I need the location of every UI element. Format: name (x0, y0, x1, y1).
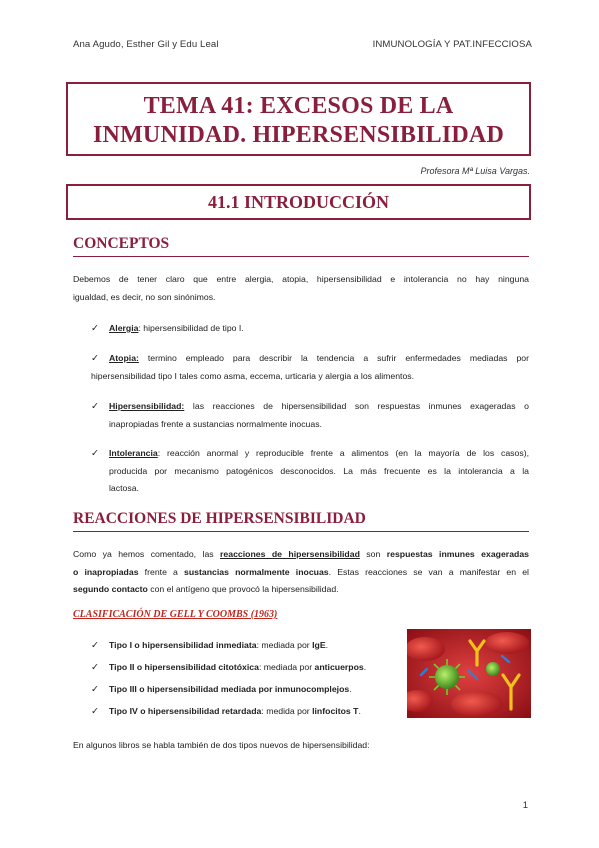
section-title: 41.1 INTRODUCCIÓN (207, 192, 389, 212)
text: . (325, 640, 329, 650)
conceptos-heading: CONCEPTOS (73, 235, 170, 252)
sep: : (138, 323, 141, 333)
professor: Profesora Mª Luisa Vargas. (420, 166, 530, 176)
definition-line-1: reacción anormal y reproducible frente a alimentos (en la mayoría de los casos), (160, 448, 529, 458)
tipo-item (91, 684, 352, 694)
reacciones-heading: REACCIONES DE HIPERSENSIBILIDAD (73, 510, 366, 527)
definition: hipersensibilidad de tipo I. (140, 323, 244, 333)
text: : mediada por (256, 640, 313, 650)
intro-line-2: igualdad, es decir, no son sinónimos. (73, 291, 216, 302)
term: Atopia: (109, 353, 139, 363)
term: Hipersensibilidad: (109, 401, 185, 411)
mediator: linfocitos T (312, 706, 359, 716)
check-icon: ✓ (91, 353, 99, 364)
check-icon: ✓ (91, 640, 99, 651)
check-icon: ✓ (91, 706, 99, 717)
definition-line-1: termino empleado para describir la tendencia a sufrir enfermedades mediadas por (138, 353, 529, 363)
intro-line-1: Debemos de tener claro que entre alergia, atopia, hipersensibilidad e intolerancia no hay ninguna (73, 274, 529, 284)
text: : mediada por (258, 662, 315, 672)
text: . (363, 662, 367, 672)
title-box (66, 82, 531, 156)
emphasis: reacciones de hipersensibilidad (220, 549, 360, 559)
conceptos-intro (73, 271, 529, 306)
concept-atopia (91, 350, 529, 385)
emphasis: sustancias normalmente inocuas (184, 566, 329, 577)
text: . Estas reacciones se van a manifestar en el (328, 566, 529, 577)
definition-line-1: las reacciones de hipersensibilidad son respuestas inmunes exageradas o (184, 401, 529, 411)
check-icon: ✓ (91, 684, 99, 695)
header-subject: INMUNOLOGÍA Y PAT.INFECCIOSA (372, 39, 532, 50)
reacciones-rule (73, 531, 529, 532)
definition-line-2: inapropiadas frente a sustancias normalmente inocuas. (109, 418, 322, 429)
concept-alergia (91, 320, 529, 338)
term: Alergia (109, 323, 139, 333)
mediator: IgE (312, 640, 326, 650)
text: . (358, 706, 361, 716)
text: Como ya hemos comentado, las (73, 549, 221, 559)
tipo-name: Tipo III o hipersensibilidad mediada por inmunocomplejos (109, 684, 350, 694)
check-icon: ✓ (91, 323, 99, 334)
clasificacion-heading: CLASIFICACIÓN DE GELL Y COOMBS (1963) (73, 609, 278, 620)
tipo-name: Tipo II o hipersensibilidad citotóxica (109, 662, 259, 672)
tipo-name: Tipo I o hipersensibilidad inmediata (109, 640, 257, 650)
page-number: 1 (522, 800, 528, 811)
definition-line-2: producida por mecanismo patogénicos desconocidos. La más frecuente es la intolerancia a la (109, 465, 529, 476)
sep: : (157, 448, 161, 458)
check-icon: ✓ (91, 401, 99, 412)
clasificacion-footer: En algunos libros se habla también de dos tipos nuevos de hipersensibilidad: (73, 740, 370, 750)
concept-intolerancia (91, 445, 529, 498)
title-line-1: TEMA 41: EXCESOS DE LA (143, 93, 454, 119)
tipo-item (91, 662, 366, 672)
tipo-name: Tipo IV o hipersensibilidad retardada (109, 706, 262, 716)
tipo-item (91, 640, 328, 650)
header-authors: Ana Agudo, Esther Gil y Edu Leal (73, 39, 219, 50)
term: Intolerancia (109, 448, 158, 458)
check-icon: ✓ (91, 448, 99, 459)
text: con el antígeno que provocó la hipersensibilidad. (147, 584, 339, 594)
text: : medida por (261, 706, 313, 716)
emphasis: respuestas inmunes exageradas (386, 549, 529, 559)
section-title-box (66, 184, 531, 220)
reacciones-paragraph (73, 546, 529, 599)
emphasis: o inapropiadas (73, 566, 139, 577)
check-icon: ✓ (91, 662, 99, 673)
title-line-2: INMUNIDAD. HIPERSENSIBILIDAD (93, 122, 504, 148)
emphasis: segundo contacto (73, 584, 148, 594)
definition-line-3: lactosa. (109, 483, 139, 493)
text: son (359, 549, 387, 559)
antibody-illustration (407, 629, 531, 718)
definition-line-2: hipersensibilidad tipo I tales como asma, eccema, urticaria y alergia a los alimentos. (91, 370, 415, 381)
concept-hipersensibilidad (91, 398, 529, 433)
tipo-item (91, 706, 361, 716)
text: . (349, 684, 352, 694)
conceptos-rule (73, 256, 529, 257)
text: frente a (138, 566, 185, 577)
mediator: anticuerpos (314, 662, 364, 672)
